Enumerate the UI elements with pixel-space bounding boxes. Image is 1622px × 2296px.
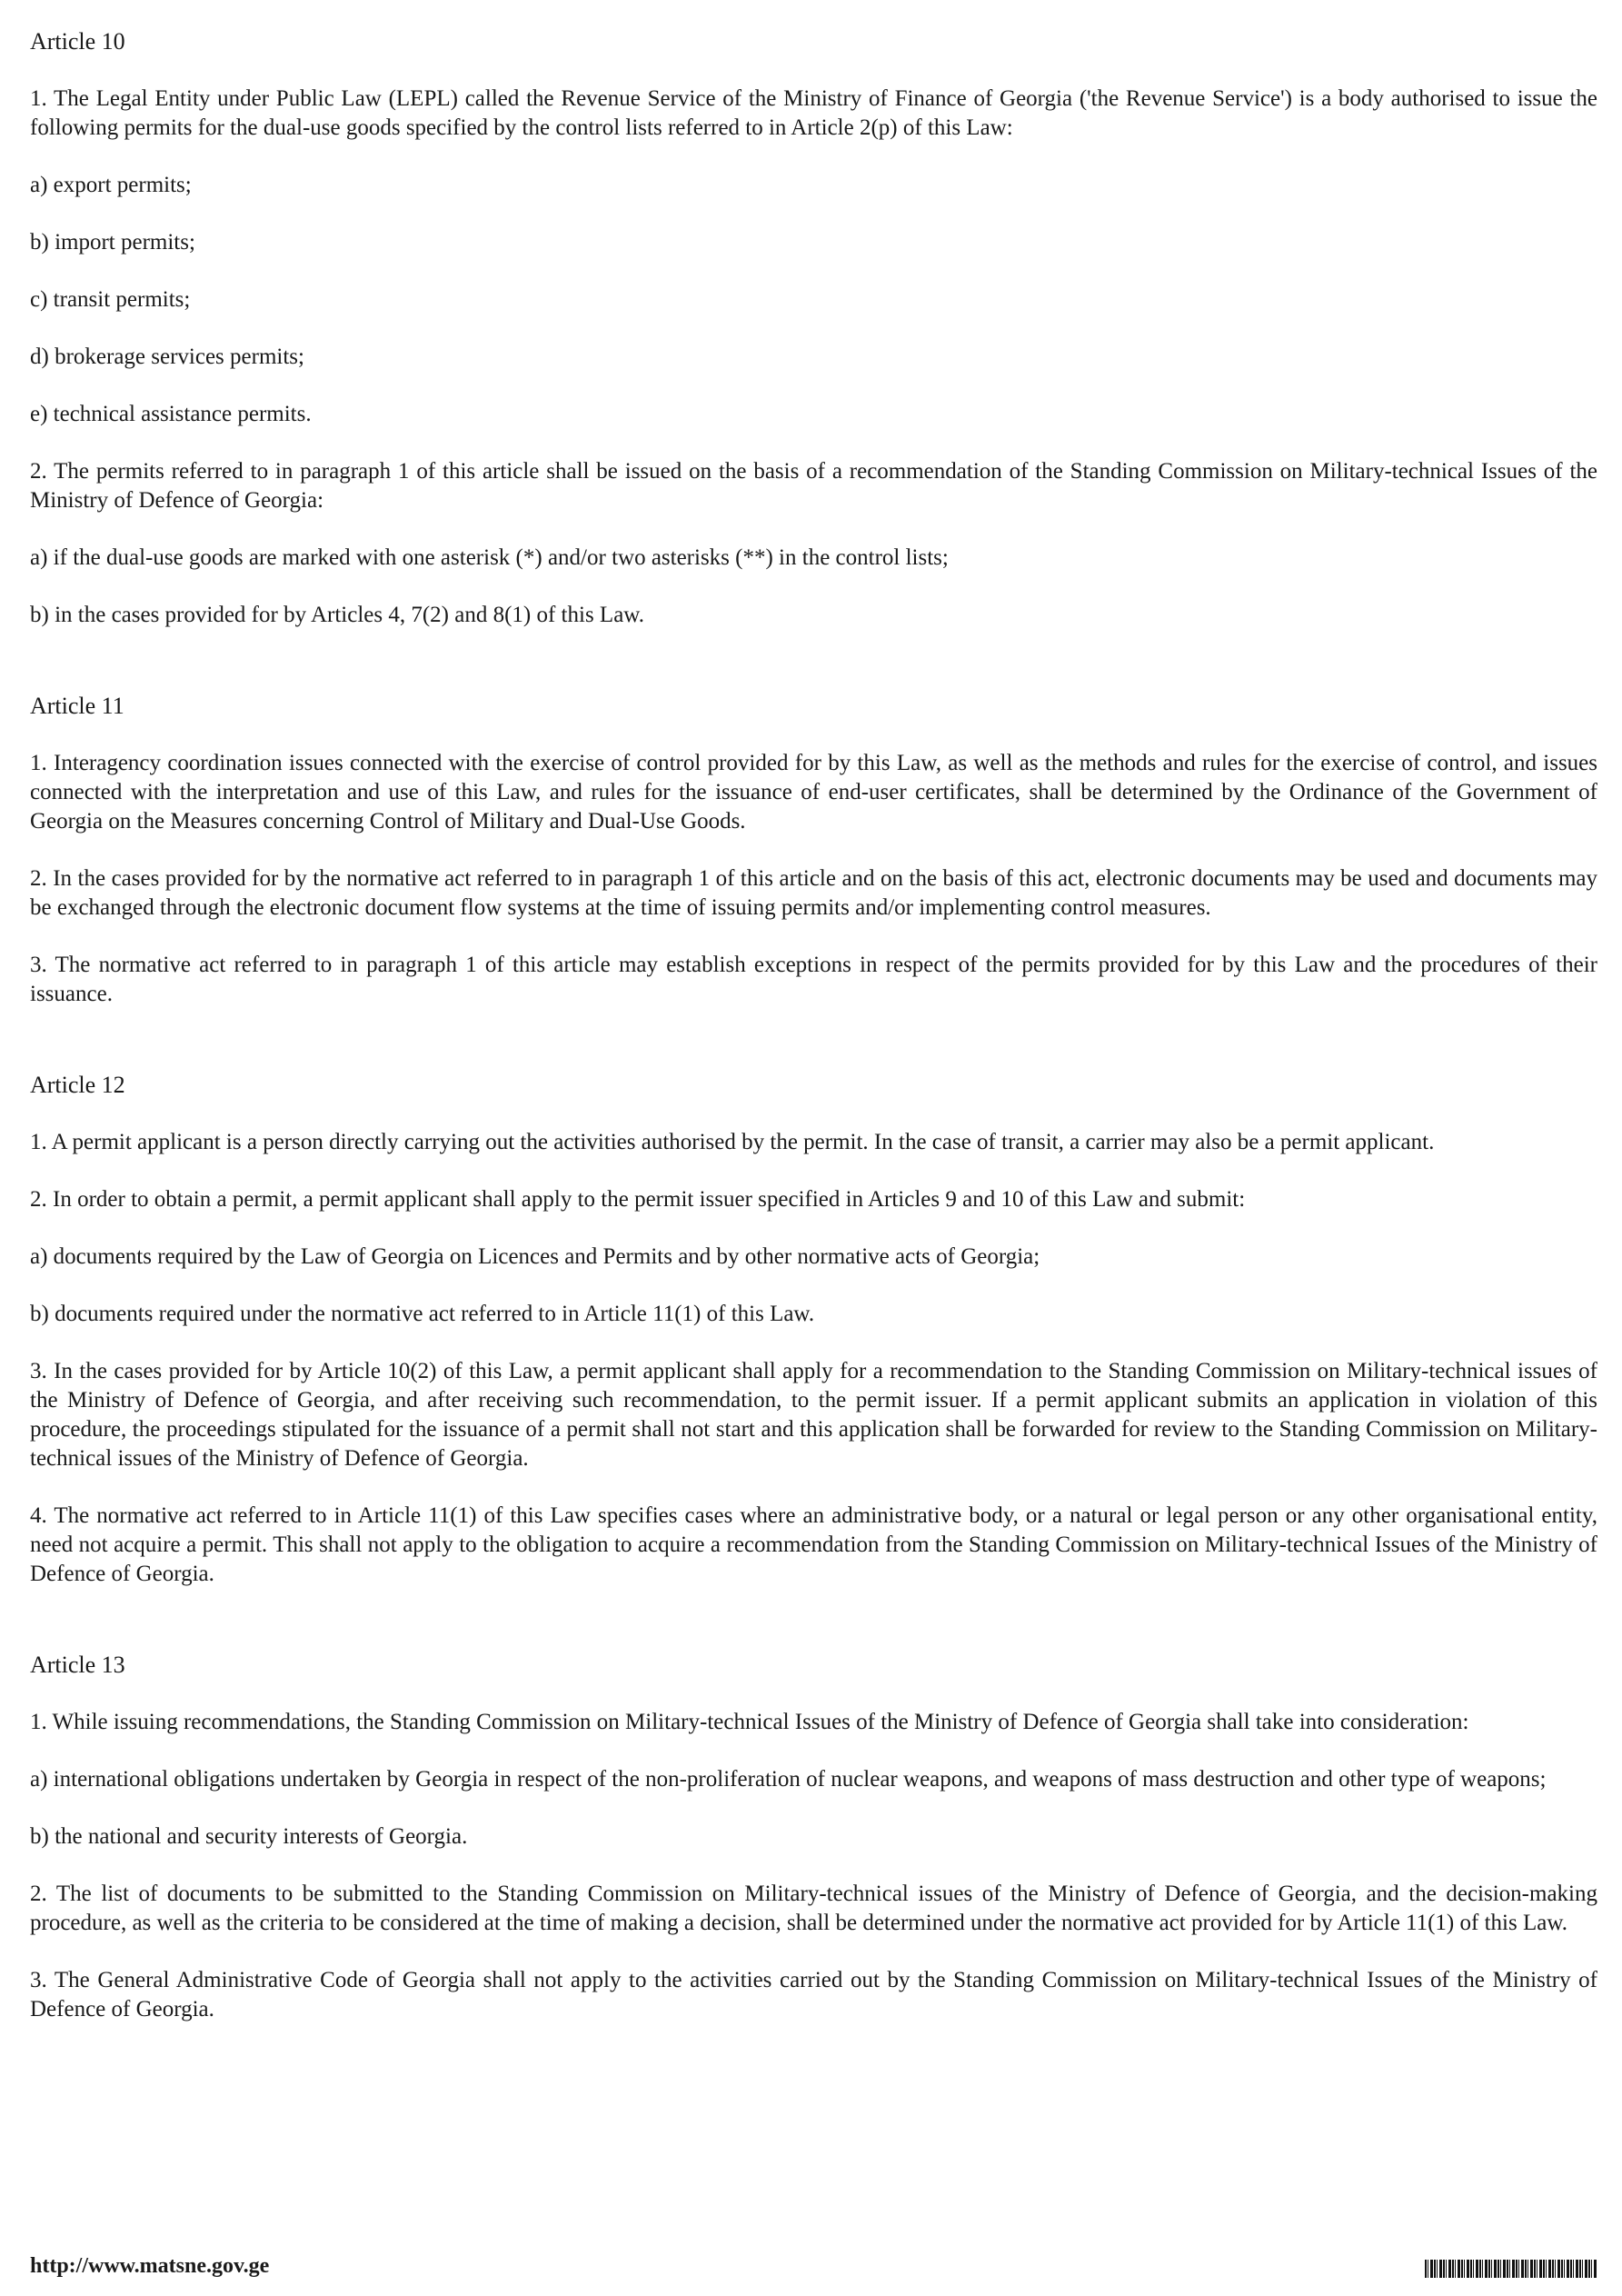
- article-title: Article 11: [30, 693, 124, 719]
- list-item: a) export permits;: [30, 173, 192, 197]
- paragraph: 1. A permit applicant is a person directly carrying out the activities authorised by the permit. In the case of transit, a carrier may also be a permit applicant.: [30, 1130, 1435, 1154]
- list-item: b) in the cases provided for by Articles 4, 7(2) and 8(1) of this Law.: [30, 603, 644, 627]
- article-title: Article 13: [30, 1652, 125, 1678]
- article-title: Article 12: [30, 1072, 125, 1098]
- list-item: a) if the dual-use goods are marked with one asterisk (*) and/or two asterisks (**) in the control lists;: [30, 545, 949, 570]
- paragraph: 2. The permits referred to in paragraph 1 of this article shall be issued on the basis of a recommendation of the Standing Commission on Military-technical Issues of the Ministry of Defence of Georgia:: [30, 459, 1597, 513]
- paragraph: 3. The General Administrative Code of Georgia shall not apply to the activities carried out by the Standing Commission on Military-technical Issues of the Ministry of Defence of Georgia.: [30, 1968, 1597, 2021]
- article-11: [30, 692, 1597, 1009]
- paragraph: 3. In the cases provided for by Article 10(2) of this Law, a permit applicant shall apply for a recommendation to the Standing Commission on Military-technical issues of the Ministry of Defence of Georgia, and after receiving such recommendation, to the permit issuer. If a permit applicant submits an application in violation of this procedure, the proceedings stipulated for the issuance of a permit shall not start and this application shall be forwarded for review to the Standing Commission on Military-technical issues of the Ministry of Defence of Georgia.: [30, 1359, 1597, 1471]
- list-item: a) documents required by the Law of Georgia on Licences and Permits and by other normative acts of Georgia;: [30, 1244, 1040, 1269]
- paragraph: 3. The normative act referred to in paragraph 1 of this article may establish exceptions in respect of the permits provided for by this Law and the procedures of their issuance.: [30, 953, 1597, 1006]
- paragraph: 2. In the cases provided for by the normative act referred to in paragraph 1 of this article and on the basis of this act, electronic documents may be used and documents may be exchanged through the electronic document flow systems at the time of issuing permits and/or implementing control measures.: [30, 866, 1597, 920]
- page-footer: [30, 2252, 1597, 2280]
- document-body: [30, 27, 1597, 2086]
- article-title: Article 10: [30, 28, 125, 55]
- list-item: b) import permits;: [30, 230, 195, 255]
- article-10: [30, 27, 1597, 630]
- list-item: a) international obligations undertaken by Georgia in respect of the non-proliferation of nuclear weapons, and weapons of mass destruction and other type of weapons;: [30, 1767, 1547, 1792]
- list-item: b) documents required under the normative act referred to in Article 11(1) of this Law.: [30, 1302, 815, 1326]
- footer-url-link[interactable]: http://www.matsne.gov.ge: [30, 2254, 270, 2278]
- list-item: c) transit permits;: [30, 287, 191, 312]
- paragraph: 4. The normative act referred to in Article 11(1) of this Law specifies cases where an administrative body, or a natural or legal person or any other organisational entity, need not acquire a permit. This shall not apply to the obligation to acquire a recommendation from the Standing Commission on Military-technical Issues of the Ministry of Defence of Georgia.: [30, 1503, 1597, 1586]
- article-13: [30, 1651, 1597, 2024]
- article-12: [30, 1071, 1597, 1589]
- paragraph: 1. While issuing recommendations, the Standing Commission on Military-technical Issues of the Ministry of Defence of Georgia shall take into consideration:: [30, 1710, 1469, 1734]
- paragraph: 1. The Legal Entity under Public Law (LEPL) called the Revenue Service of the Ministry of Finance of Georgia ('the Revenue Service') is a body authorised to issue the following permits for the dual-use goods specified by the control lists referred to in Article 2(p) of this Law:: [30, 86, 1597, 140]
- barcode-icon: [1425, 2260, 1597, 2278]
- list-item: d) brokerage services permits;: [30, 344, 304, 369]
- list-item: b) the national and security interests of Georgia.: [30, 1824, 468, 1849]
- list-item: e) technical assistance permits.: [30, 402, 312, 426]
- paragraph: 2. The list of documents to be submitted to the Standing Commission on Military-technical issues of the Ministry of Defence of Georgia, and the decision-making procedure, as well as the criteria to be considered at the time of making a decision, shall be determined under the normative act provided for by Article 11(1) of this Law.: [30, 1882, 1597, 1935]
- paragraph: 2. In order to obtain a permit, a permit applicant shall apply to the permit issuer specified in Articles 9 and 10 of this Law and submit:: [30, 1187, 1246, 1212]
- paragraph: 1. Interagency coordination issues connected with the exercise of control provided for by this Law, as well as the methods and rules for the exercise of control, and issues connected with the interpretation and use of this Law, and rules for the issuance of end-user certificates, shall be determined by the Ordinance of the Government of Georgia on the Measures concerning Control of Military and Dual-Use Goods.: [30, 751, 1597, 834]
